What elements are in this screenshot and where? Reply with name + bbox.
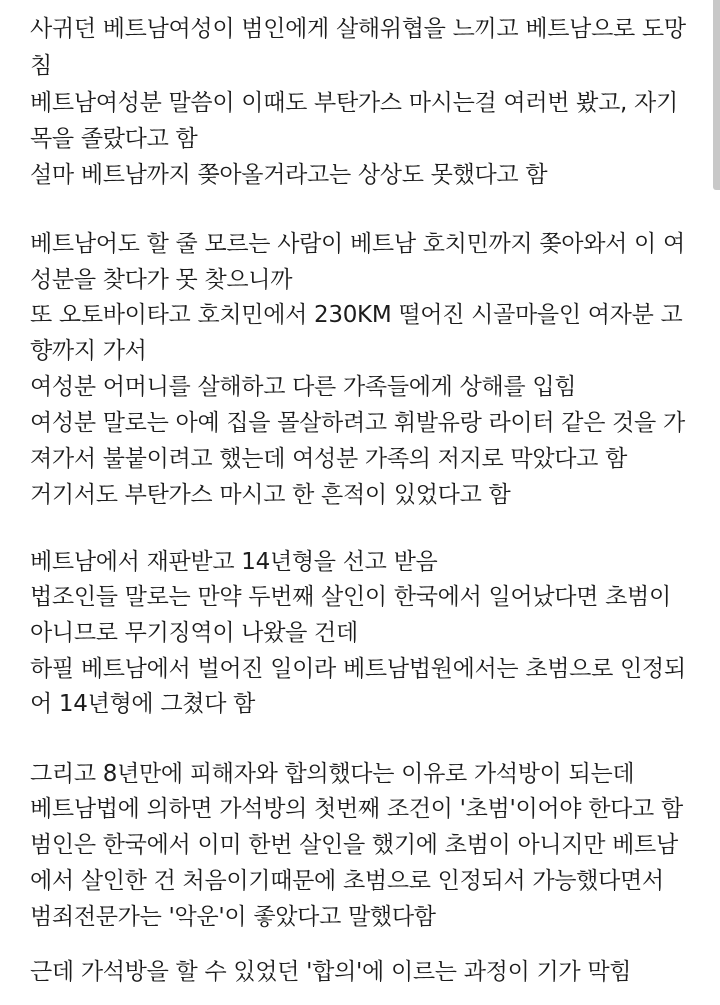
text-line: 범인은 한국에서 이미 한번 살인을 했기에 초범이 아니지만 베트남: [30, 832, 678, 858]
text-line: 향까지 가서: [30, 338, 147, 364]
text-line: 베트남에서 재판받고 14년형을 선고 받음: [30, 549, 438, 575]
text-line: 법조인들 말로는 만약 두번째 살인이 한국에서 일어났다면 초범이: [30, 584, 671, 610]
text-line: 베트남여성분 말씀이 이때도 부탄가스 마시는걸 여러번 봤고, 자기: [30, 90, 678, 116]
text-line: 에서 살인한 건 처음이기때문에 초범으로 인정되서 가능했다면서: [30, 868, 664, 894]
text-line: 목을 졸랐다고 함: [30, 126, 198, 152]
text-line: 하필 베트남에서 벌어진 일이라 베트남법원에서는 초범으로 인정되: [30, 656, 686, 682]
text-line: 져가서 불붙이려고 했는데 여성분 가족의 저지로 막았다고 함: [30, 446, 628, 472]
text-line: 침: [30, 53, 52, 79]
text-line: 베트남어도 할 줄 모르는 사람이 베트남 호치민까지 쫒아와서 이 여: [30, 231, 685, 257]
text-line: 베트남법에 의하면 가석방의 첫번째 조건이 '초범'이어야 한다고 함: [30, 796, 683, 822]
text-line: 여성분 어머니를 살해하고 다른 가족들에게 상해를 입힘: [30, 374, 577, 400]
text-line: 그리고 8년만에 피해자와 합의했다는 이유로 가석방이 되는데: [30, 761, 635, 787]
text-line: 어 14년형에 그쳤다 함: [30, 691, 256, 717]
text-line: 아니므로 무기징역이 나왔을 건데: [30, 620, 358, 646]
text-line: 사귀던 베트남여성이 범인에게 살해위협을 느끼고 베트남으로 도망: [30, 16, 686, 42]
text-line: 성분을 찾다가 못 찾으니까: [30, 267, 293, 293]
text-line: 거기서도 부탄가스 마시고 한 흔적이 있었다고 함: [30, 482, 511, 508]
text-line: 여성분 말로는 아예 집을 몰살하려고 휘발유랑 라이터 같은 것을 가: [30, 410, 685, 436]
scrollbar-thumb[interactable]: [713, 0, 720, 190]
text-line: 설마 베트남까지 쫒아올거라고는 상상도 못했다고 함: [30, 162, 548, 188]
text-line: 범죄전문가는 '악운'이 좋았다고 말했다함: [30, 904, 436, 930]
text-line: 근데 가석방을 할 수 있었던 '합의'에 이르는 과정이 기가 막힘: [30, 959, 632, 985]
text-line: 또 오토바이타고 호치민에서 230KM 떨어진 시골마을인 여자분 고: [30, 302, 683, 328]
